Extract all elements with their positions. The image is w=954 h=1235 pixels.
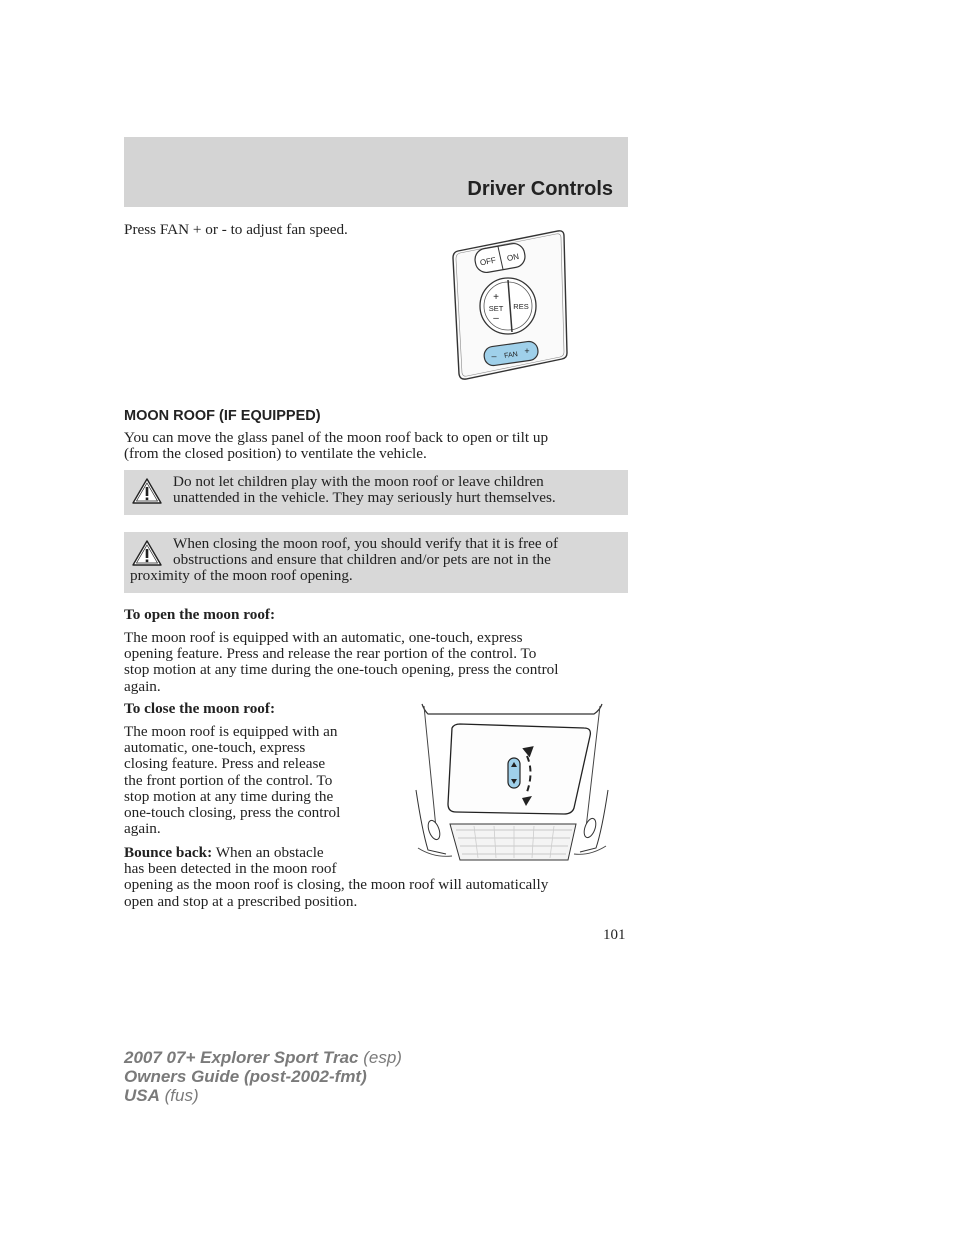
moon-roof-switch [508,758,520,788]
fan-control-illustration [450,227,570,383]
close-line: the front portion of the control. To [124,771,333,789]
bounce-line: has been detected in the moon roof [124,860,337,878]
footer-line [124,1048,402,1067]
bounce-back-label: Bounce back: [124,844,213,861]
close-moon-roof-heading: To close the moon roof: [124,700,276,717]
fan-minus-label: – [491,351,497,361]
open-line: again. [124,677,161,695]
set-plus-label: + [493,292,499,303]
intro-line: You can move the glass panel of the moon roof back to open or tilt up [124,429,549,446]
fan-plus-label: + [524,346,530,356]
moon-roof-intro [124,430,634,462]
close-line: automatic, one-touch, express [124,739,306,757]
close-line: again. [124,820,161,838]
document-footer [124,1048,402,1105]
bounce-line: open and stop at a prescribed position. [124,892,358,910]
warning-triangle-icon [131,477,163,505]
close-line: stop motion at any time during the [124,787,334,805]
fan-instructions: Press FAN + or - to adjust fan speed. [124,221,348,238]
footer-model: 2007 07+ Explorer Sport Trac [124,1048,359,1067]
set-minus-label: – [493,313,499,324]
on-button-label: ON [506,252,520,263]
open-line: stop motion at any time during the one-touch opening, press the control [124,661,559,679]
footer-guide: Owners Guide (post-2002-fmt) [124,1067,367,1086]
warning-line: When closing the moon roof, you should verify that it is free of [173,535,559,552]
bounce-line: opening as the moon roof is closing, the moon roof will automatically [124,876,549,894]
open-moon-roof-heading: To open the moon roof: [124,606,276,623]
footer-market: USA [124,1086,160,1105]
section-header [124,137,628,207]
footer-market-code: (fus) [159,1086,199,1105]
warning-text-continued: proximity of the moon roof opening. [130,567,353,584]
footer-line [124,1067,402,1086]
footer-line [124,1086,402,1105]
close-line: The moon roof is equipped with an [124,723,338,740]
warning-triangle-icon [131,539,163,567]
open-moon-roof-text [124,630,634,695]
open-line: The moon roof is equipped with an automatic, one-touch, express [124,629,523,646]
warning-line: obstructions and ensure that children and/or pets are not in the [173,551,551,569]
section-title: Driver Controls [467,178,613,200]
warning-text [173,474,556,506]
warning-line: Do not let children play with the moon roof or leave children [173,473,544,490]
page-number: 101 [603,927,626,943]
off-button-label: OFF [479,255,497,268]
moon-roof-heading: MOON ROOF (IF EQUIPPED) [124,408,321,424]
footer-model-code: (esp) [358,1048,402,1067]
warning-line: unattended in the vehicle. They may seriously hurt themselves. [173,489,556,507]
close-line: closing feature. Press and release [124,755,326,773]
fan-label: FAN [503,351,519,360]
moon-roof-console-illustration [414,700,610,866]
warning-box-children [124,470,628,515]
set-label: SET [488,304,504,313]
intro-line: (from the closed position) to ventilate the vehicle. [124,445,427,463]
bounce-text: When an obstacle [212,844,324,861]
speed-control-knob [480,278,536,334]
open-line: opening feature. Press and release the rear portion of the control. To [124,645,537,663]
res-label: RES [513,302,529,311]
close-moon-roof-text [124,724,384,837]
close-line: one-touch closing, press the control [124,804,341,822]
warning-box-obstructions [124,532,628,593]
warning-text [173,536,558,568]
